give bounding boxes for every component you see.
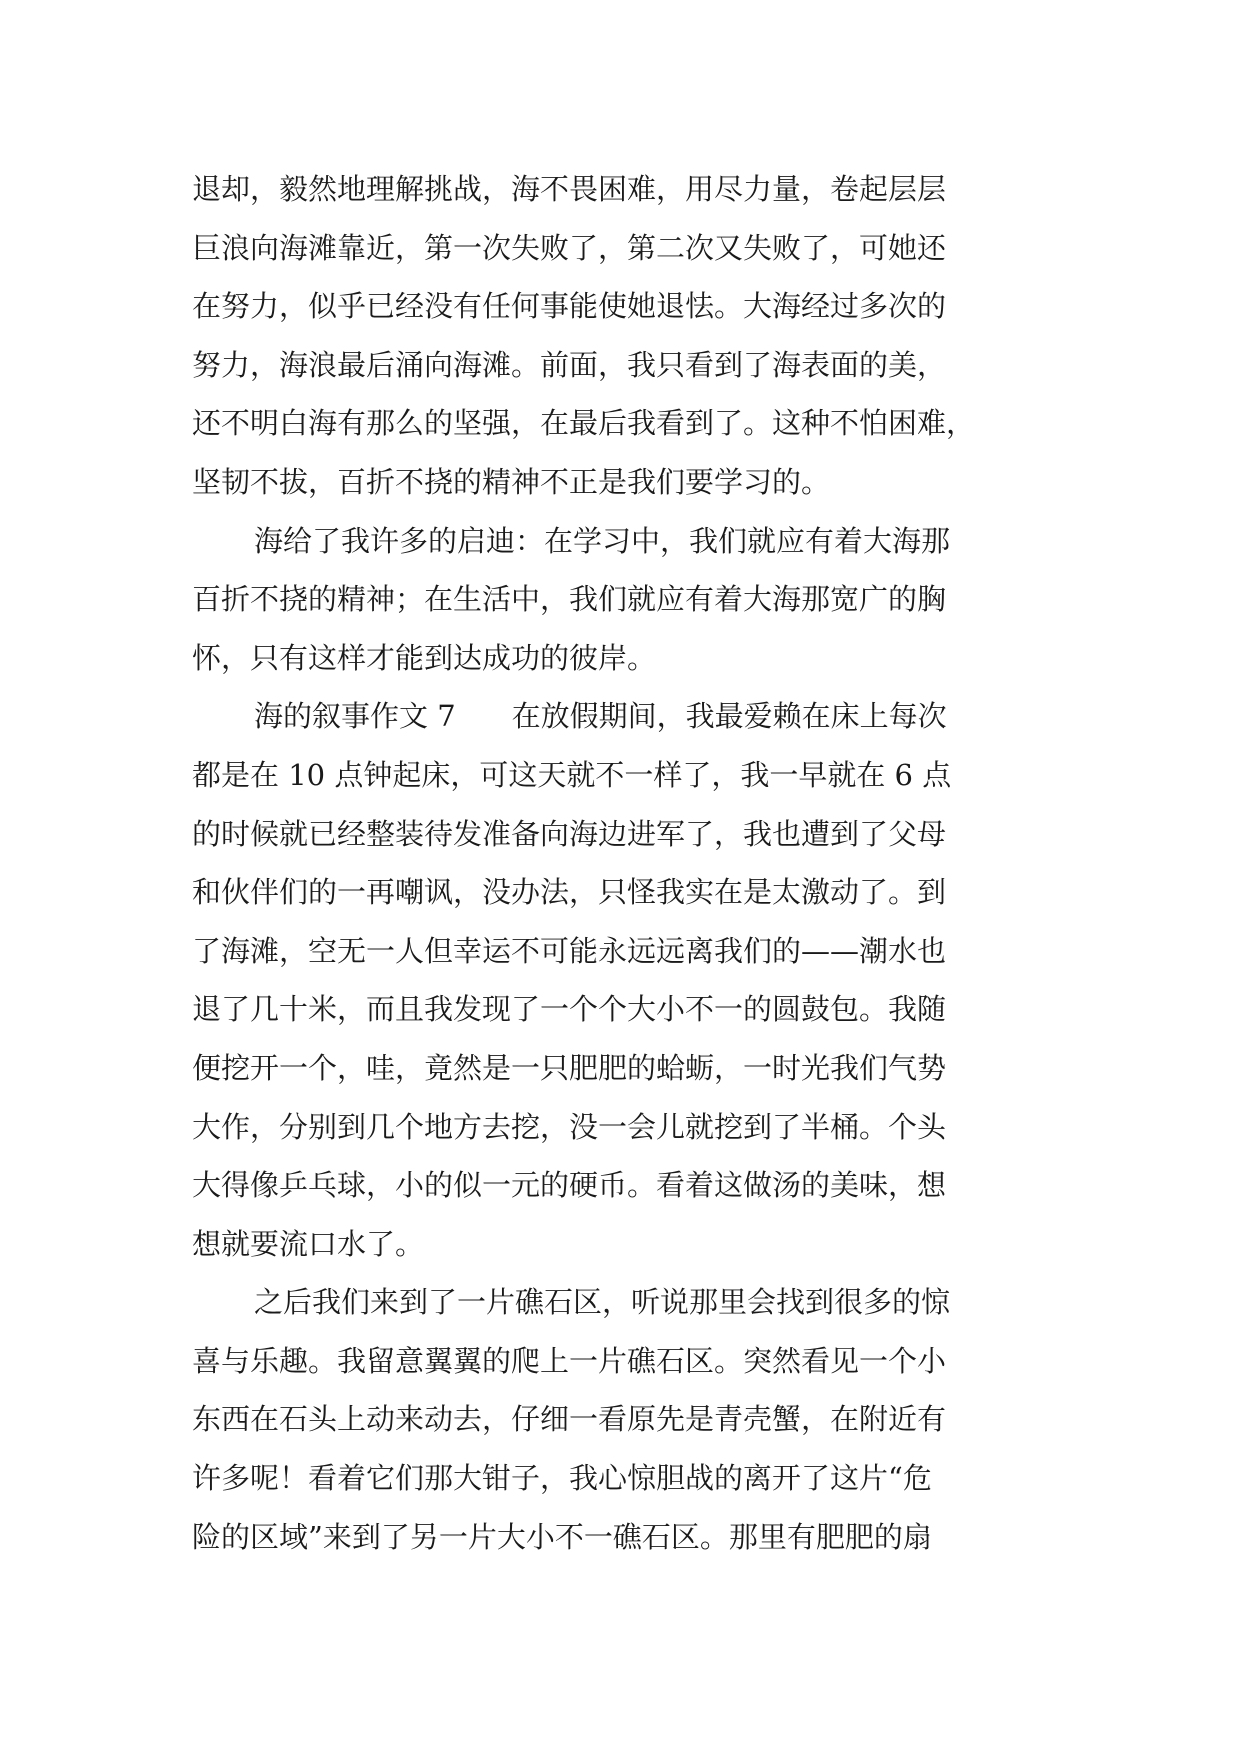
paragraph-first-line: 海给了我许多的启迪：在学习中，我们就应有着大海那 [254,523,951,558]
text-line: 坚韧不拔，百折不挠的精神不正是我们要学习的。 [192,464,831,499]
text-line: 想就要流口水了。 [192,1226,425,1261]
text-line: 的时候就已经整装待发准备向海边进军了，我也遭到了父母 [192,816,947,851]
text-line: 东西在石头上动来动去，仔细一看原先是青壳蟹，在附近有 [192,1402,947,1437]
text-line: 还不明白海有那么的坚强，在最后我看到了。这种不怕困难， [192,406,976,441]
text-line: 百折不挠的精神；在生活中，我们就应有着大海那宽广的胸 [192,582,947,617]
text-line: 退了几十米，而且我发现了一个个大小不一的圆鼓包。我随 [192,992,947,1027]
text-line: 在努力，似乎已经没有任何事能使她退怯。大海经过多次的 [192,289,947,324]
text-line: 险的区域”来到了另一片大小不一礁石区。那里有肥肥的扇 [192,1519,932,1554]
document-body [192,160,1052,1566]
text-line: 巨浪向海滩靠近，第一次失败了，第二次又失败了，可她还 [192,230,947,265]
section-heading: 海的叙事作文 7 [254,699,456,734]
paragraph-first-line: 之后我们来到了一片礁石区，听说那里会找到很多的惊 [254,1285,951,1320]
text-line: 怀，只有这样才能到达成功的彼岸。 [192,640,657,675]
text-line: 和伙伴们的一再嘲讽，没办法，只怪我实在是太激动了。到 [192,875,947,910]
text-line: 许多呢！看着它们那大钳子，我心惊胆战的离开了这片“危 [192,1461,932,1496]
section-heading-line [192,687,1052,746]
text-line: 大作，分别到几个地方去挖，没一会儿就挖到了半桶。个头 [192,1109,947,1144]
paragraph-start: 在放假期间，我最爱赖在床上每次 [511,699,947,734]
text-line: 都是在 10 点钟起床，可这天就不一样了，我一早就在 6 点 [192,757,952,792]
text-line: 了海滩，空无一人但幸运不可能永远远离我们的——潮水也 [192,933,947,968]
text-line: 退却，毅然地理解挑战，海不畏困难，用尽力量，卷起层层 [192,172,947,206]
text-line: 努力，海浪最后涌向海滩。前面，我只看到了海表面的美， [192,347,947,382]
text-line: 大得像乒乓球，小的似一元的硬币。看着这做汤的美味，想 [192,1168,947,1203]
text-line: 便挖开一个，哇，竟然是一只肥肥的蛤蛎，一时光我们气势 [192,1050,947,1085]
text-line: 喜与乐趣。我留意翼翼的爬上一片礁石区。突然看见一个小 [192,1343,947,1378]
